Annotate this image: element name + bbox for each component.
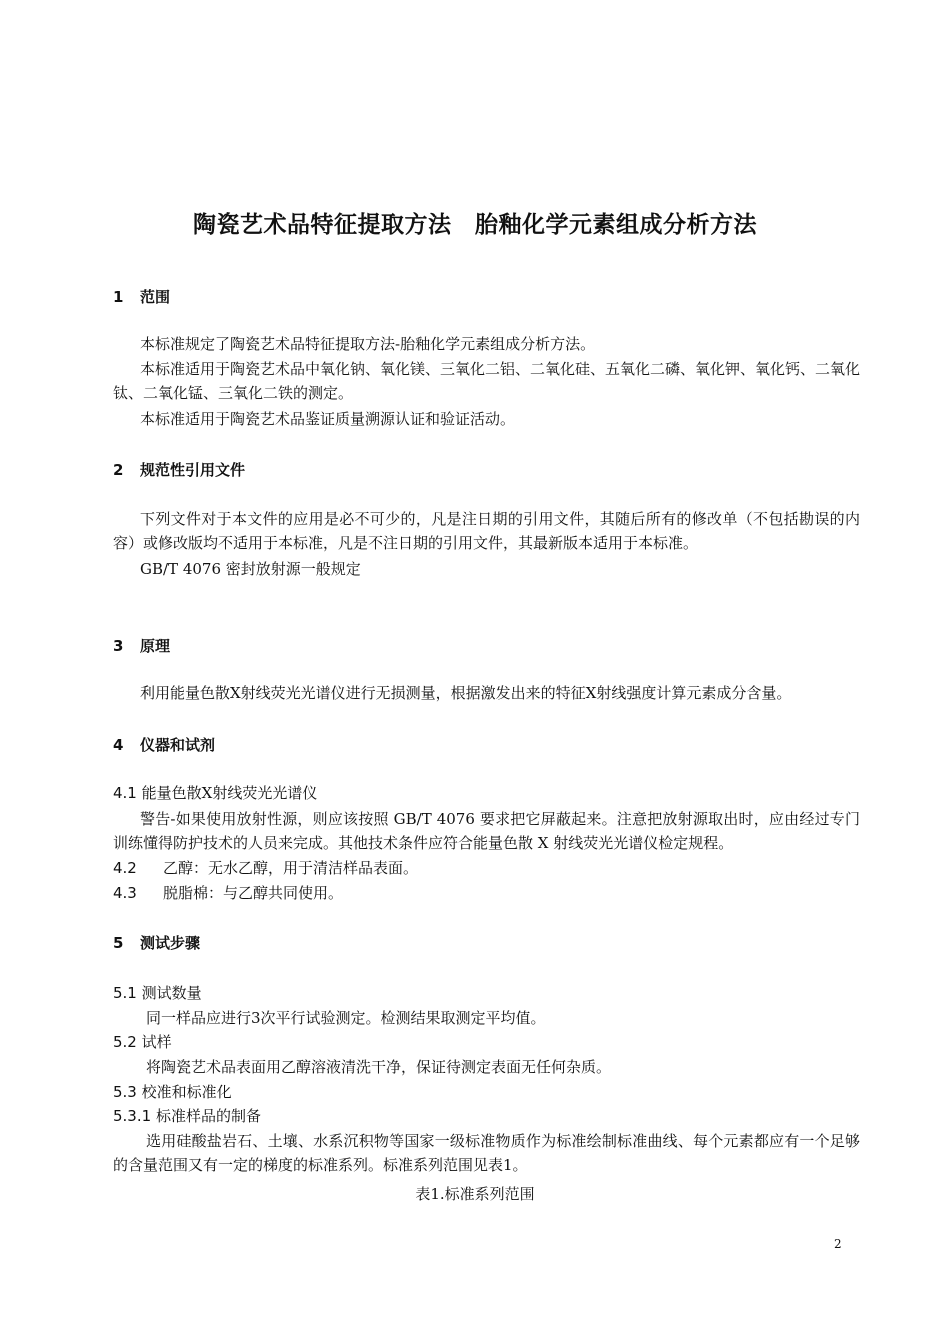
reference-item: GB/T 4076 密封放射源一般规定 <box>140 560 361 578</box>
section-number: 3 <box>113 637 124 655</box>
subsection-text: 乙醇：无水乙醇，用于清洁样品表面。 <box>163 859 419 877</box>
subsection-number: 5.3.1 <box>113 1107 152 1125</box>
section-title: 范围 <box>140 288 171 306</box>
page-number: 2 <box>834 1237 842 1251</box>
subsection-number: 5.2 <box>113 1033 137 1051</box>
section-3-heading <box>113 635 170 656</box>
subsection-title: 试样 <box>141 1033 172 1051</box>
section-1-heading <box>113 286 170 307</box>
subsection-5-1 <box>113 982 202 1003</box>
subsection-4-2 <box>113 857 418 878</box>
subsection-5-3 <box>113 1081 232 1102</box>
paragraph: 将陶瓷艺术品表面用乙醇溶液清洗干净，保证待测定表面无任何杂质。 <box>146 1058 612 1076</box>
section-number: 1 <box>113 288 124 306</box>
paragraph: 同一样品应进行3次平行试验测定。检测结果取测定平均值。 <box>146 1009 546 1027</box>
section-title: 原理 <box>140 637 171 655</box>
section-title: 规范性引用文件 <box>140 461 246 479</box>
subsection-number: 4.2 <box>113 859 137 877</box>
subsection-text: 脱脂棉：与乙醇共同使用。 <box>163 884 344 902</box>
paragraph: 选用硅酸盐岩石、土壤、水系沉积物等国家一级标准物质作为标准绘制标准曲线、每个元素都应有一个足够的含量范围又有一定的梯度的标准系列。标准系列范围见表1。 <box>113 1132 860 1174</box>
paragraph: 本标准规定了陶瓷艺术品特征提取方法-胎釉化学元素组成分析方法。 <box>140 335 596 353</box>
table-caption: 表1.标准系列范围 <box>415 1185 535 1203</box>
section-number: 5 <box>113 934 124 952</box>
subsection-number: 5.1 <box>113 984 137 1002</box>
subsection-title: 标准样品的制备 <box>155 1107 261 1125</box>
subsection-title: 测试数量 <box>141 984 202 1002</box>
subsection-title: 校准和标准化 <box>141 1083 232 1101</box>
document-title: 陶瓷艺术品特征提取方法 胎釉化学元素组成分析方法 <box>193 212 757 238</box>
section-2-heading <box>113 459 245 480</box>
paragraph: 本标准适用于陶瓷艺术品鉴证质量溯源认证和验证活动。 <box>140 410 516 428</box>
subsection-5-3-1 <box>113 1105 261 1126</box>
paragraph: 下列文件对于本文件的应用是必不可少的，凡是注日期的引用文件，其随后所有的修改单（不包括勘误的内容）或修改版均不适用于本标准，凡是不注日期的引用文件，其最新版本适用于本标准。 <box>113 510 860 552</box>
section-5-heading <box>113 932 200 953</box>
section-4-heading <box>113 734 215 755</box>
subsection-5-2 <box>113 1031 172 1052</box>
subsection-number: 4.1 <box>113 784 137 802</box>
section-number: 2 <box>113 461 124 479</box>
subsection-number: 5.3 <box>113 1083 137 1101</box>
subsection-4-3 <box>113 882 343 903</box>
subsection-title: 能量色散X射线荧光光谱仪 <box>141 784 318 802</box>
paragraph: 本标准适用于陶瓷艺术品中氧化钠、氧化镁、三氧化二铝、二氧化硅、五氧化二磷、氧化钾、氧化钙、二氧化钛、二氧化锰、三氧化二铁的测定。 <box>113 360 861 402</box>
paragraph: 利用能量色散X射线荧光光谱仪进行无损测量，根据激发出来的特征X射线强度计算元素成分含量。 <box>140 684 792 702</box>
section-number: 4 <box>113 736 124 754</box>
section-title: 测试步骤 <box>140 934 201 952</box>
subsection-number: 4.3 <box>113 884 137 902</box>
subsection-4-1 <box>113 782 317 803</box>
warning-paragraph: 警告-如果使用放射性源，则应该按照 GB/T 4076 要求把它屏蔽起来。注意把放射源取出时，应由经过专门训练懂得防护技术的人员来完成。其他技术条件应符合能量色散 X 射线荧光光谱仪检定规程。 <box>113 810 860 852</box>
section-title: 仪器和试剂 <box>140 736 216 754</box>
